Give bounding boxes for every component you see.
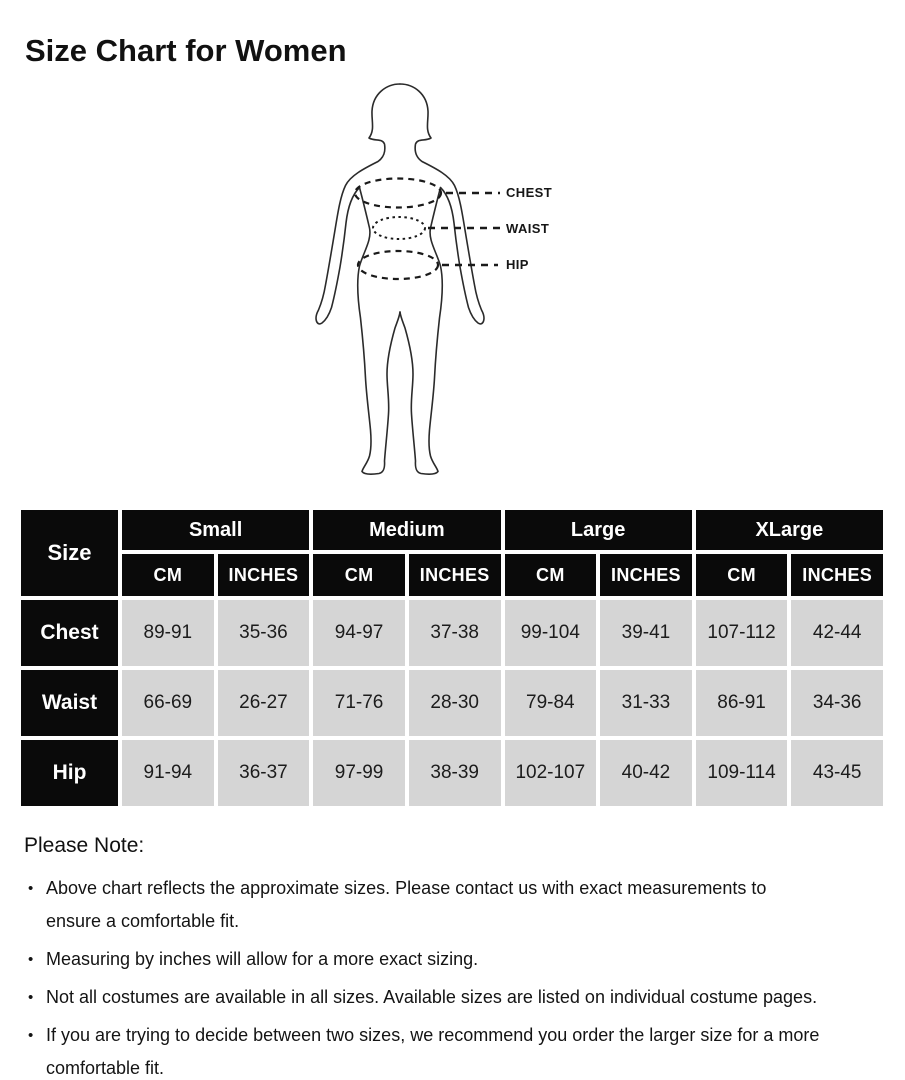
list-item [24,981,902,1014]
note-text: Above chart reflects the approximate sizes. Please contact us with exact measurements to [46,878,767,898]
size-cell: 36-37 [218,740,310,806]
unit-header-cm: CM [696,554,788,596]
notes-section [24,834,902,1080]
page-title: Size Chart for Women [25,32,347,68]
unit-header-inches: INCHES [218,554,310,596]
female-figure-diagram [300,80,630,492]
size-cell: 39-41 [600,600,692,666]
list-item [24,872,902,938]
note-text: Not all costumes are available in all sizes. Available sizes are listed on individual costume pages. [46,987,818,1007]
size-cell: 37-38 [409,600,501,666]
col-header-xlarge: XLarge [696,510,883,550]
size-cell: 89-91 [122,600,214,666]
notes-heading: Please Note: [24,834,145,857]
unit-header-inches: INCHES [791,554,883,596]
female-body-outline [300,80,630,492]
table-row-size-groups [21,510,883,550]
note-text: comfortable fit. [46,1058,165,1078]
note-text: If you are trying to decide between two sizes, we recommend you order the larger size for a more [46,1025,820,1045]
col-header-small: Small [122,510,309,550]
size-cell: 107-112 [696,600,788,666]
size-cell: 38-39 [409,740,501,806]
size-cell: 109-114 [696,740,788,806]
size-cell: 40-42 [600,740,692,806]
note-text: ensure a comfortable fit. [46,911,240,931]
list-item [24,943,902,976]
size-cell: 35-36 [218,600,310,666]
bullet-icon: • [28,1027,34,1044]
waist-figure-label: WAIST [506,221,550,236]
col-header-large: Large [505,510,692,550]
size-cell: 97-99 [313,740,405,806]
size-cell: 66-69 [122,670,214,736]
note-text: Measuring by inches will allow for a more exact sizing. [46,949,479,969]
bullet-icon: • [28,951,34,968]
size-cell: 42-44 [791,600,883,666]
table-row-waist [21,670,883,736]
size-cell: 94-97 [313,600,405,666]
hip-figure-label: HIP [506,257,529,272]
unit-header-inches: INCHES [600,554,692,596]
size-cell: 71-76 [313,670,405,736]
size-corner-header: Size [21,510,118,596]
unit-header-cm: CM [122,554,214,596]
unit-header-cm: CM [505,554,597,596]
waist-measure-ellipse [373,217,425,239]
bullet-icon: • [28,989,34,1006]
bullet-icon: • [28,880,34,897]
unit-header-cm: CM [313,554,405,596]
unit-header-inches: INCHES [409,554,501,596]
size-cell: 31-33 [600,670,692,736]
size-cell: 43-45 [791,740,883,806]
table-row-chest [21,600,883,666]
size-cell: 79-84 [505,670,597,736]
chest-measure-ellipse [355,179,441,208]
chest-figure-label: CHEST [506,185,553,200]
size-cell: 28-30 [409,670,501,736]
row-header-waist: Waist [21,670,118,736]
table-row-units [21,554,883,596]
col-header-medium: Medium [313,510,500,550]
row-header-chest: Chest [21,600,118,666]
table-row-hip [21,740,883,806]
hip-measure-ellipse [358,251,438,279]
row-header-hip: Hip [21,740,118,806]
size-cell: 99-104 [505,600,597,666]
size-cell: 102-107 [505,740,597,806]
size-cell: 26-27 [218,670,310,736]
size-chart-table [17,506,887,810]
size-cell: 91-94 [122,740,214,806]
list-item [24,1019,902,1080]
size-cell: 34-36 [791,670,883,736]
size-cell: 86-91 [696,670,788,736]
